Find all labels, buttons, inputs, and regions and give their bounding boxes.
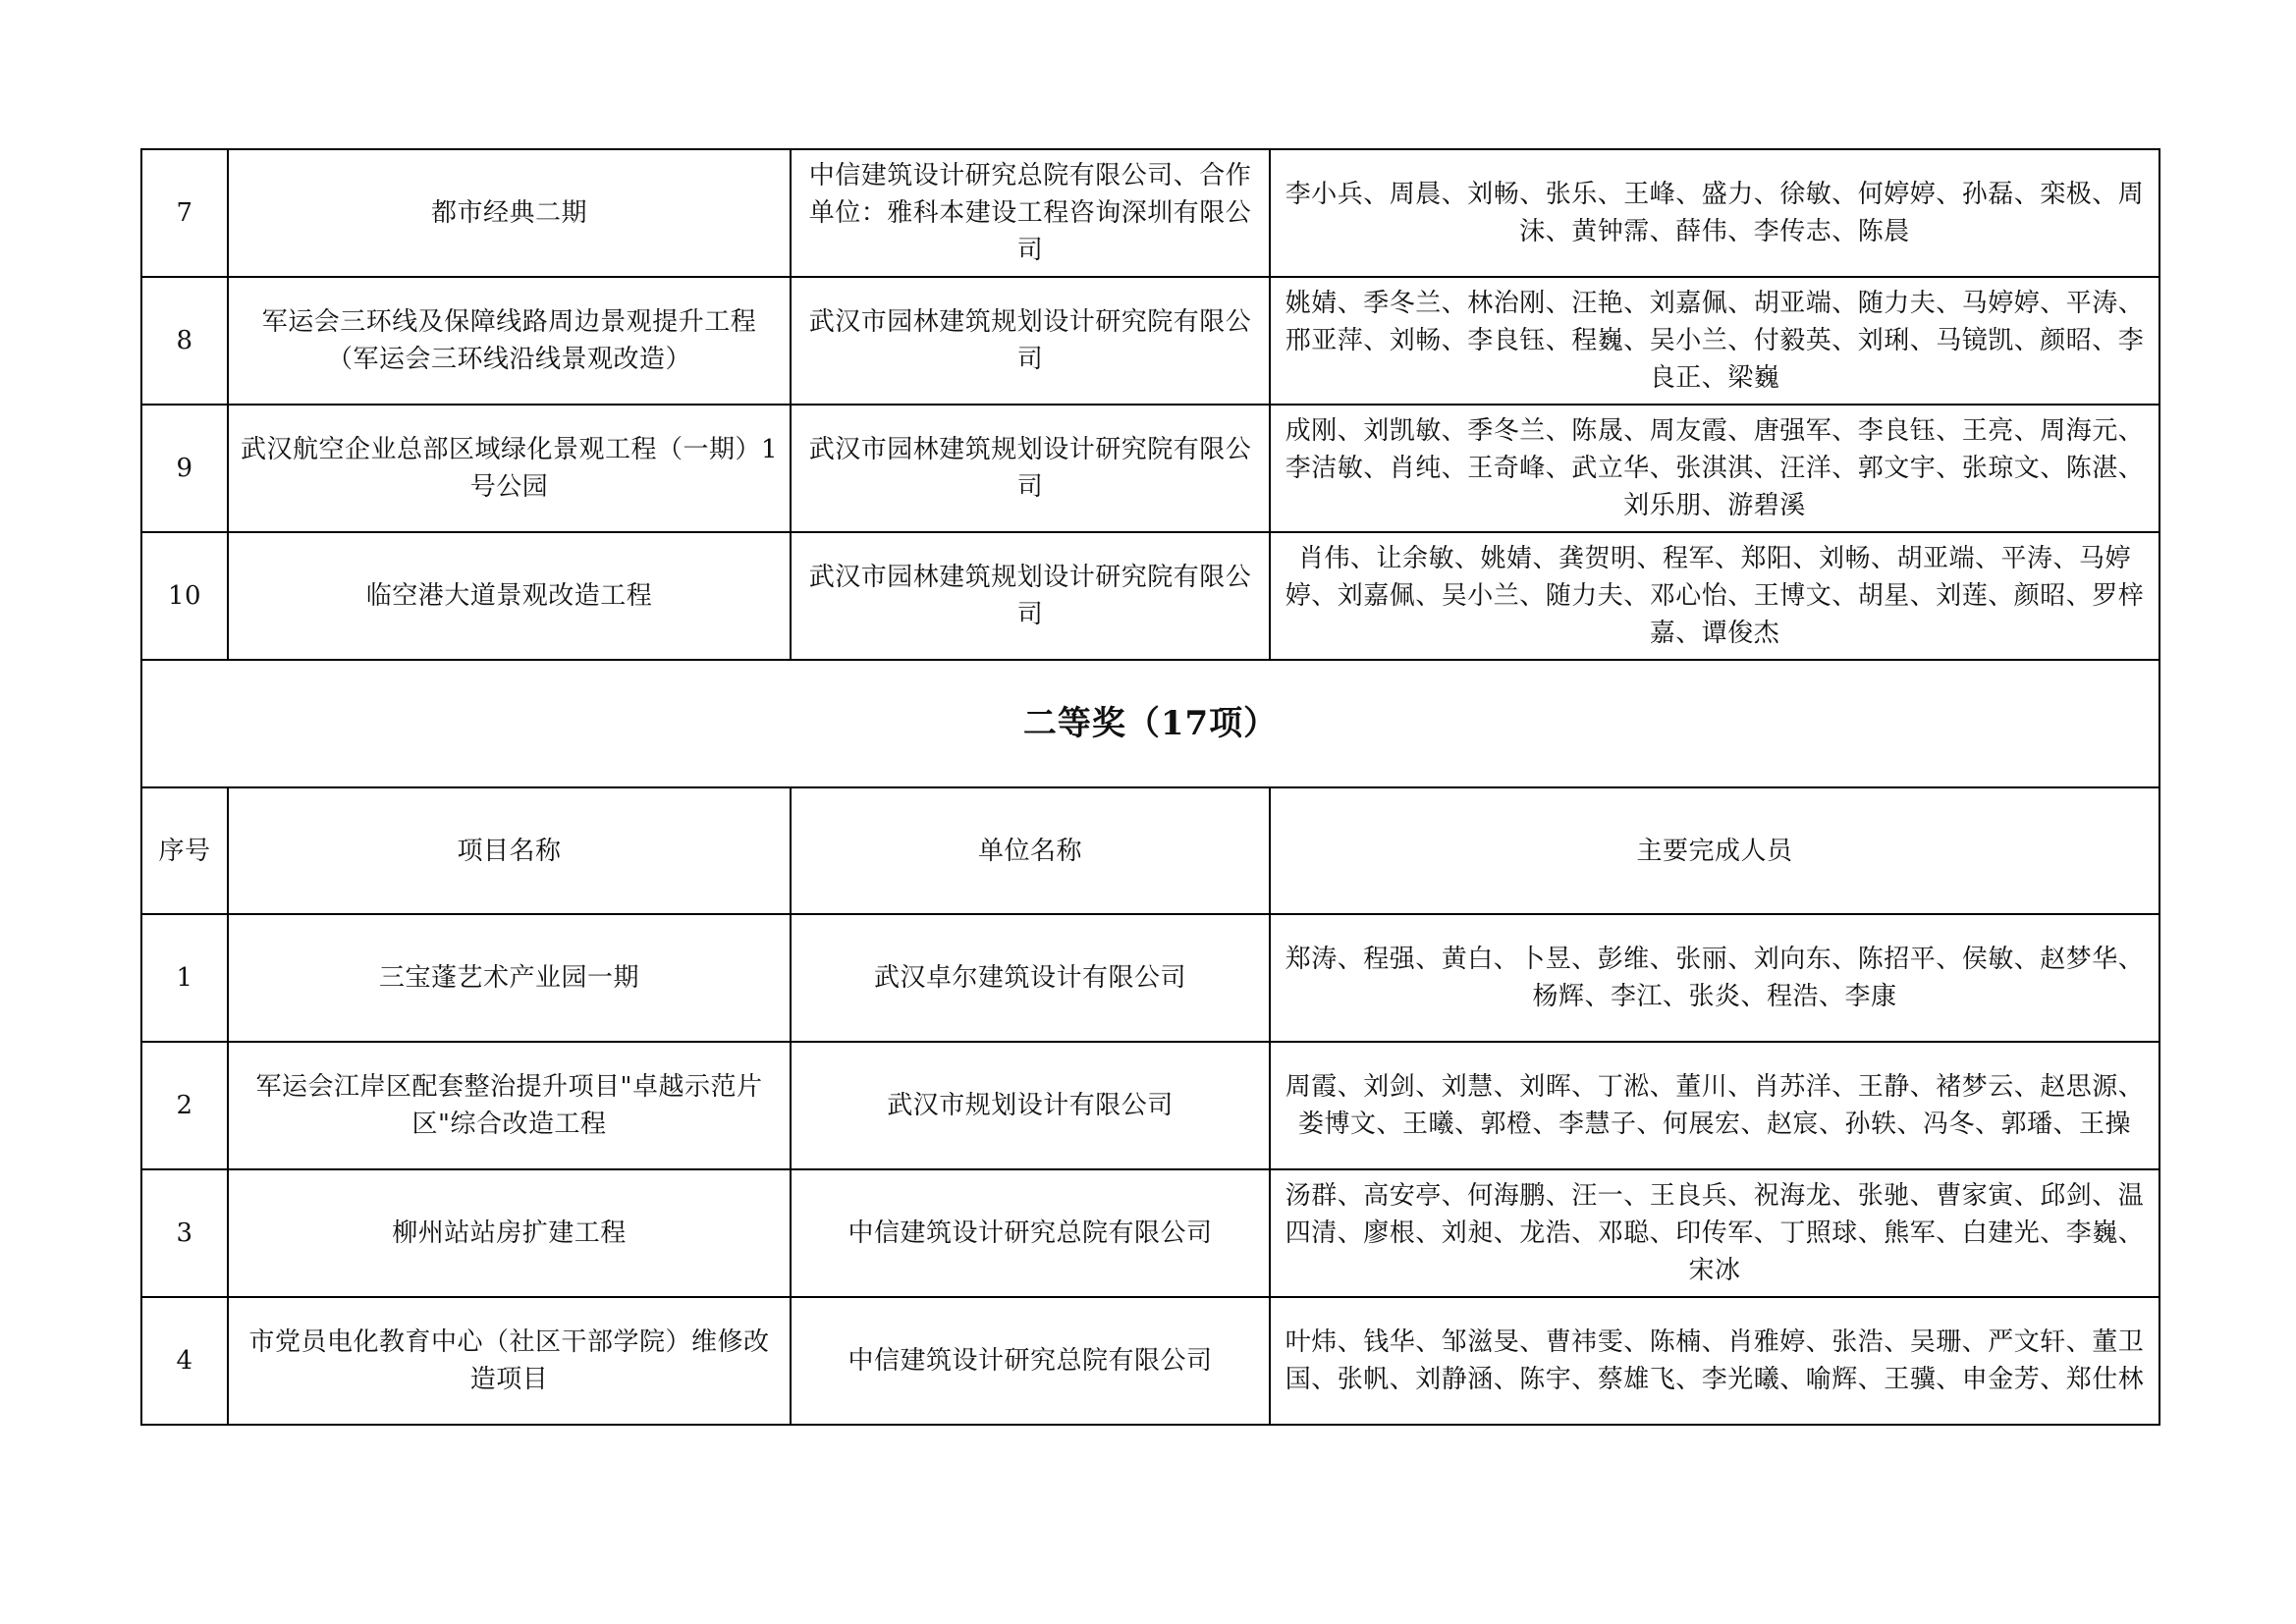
unit-name: 中信建筑设计研究总院有限公司: [791, 1169, 1270, 1297]
people-list: 叶炜、钱华、邹滋旻、曹祎雯、陈楠、肖雅婷、张浩、吴珊、严文轩、董卫国、张帆、刘静涵、陈宇、蔡雄飞、李光曦、喻辉、王骥、申金芳、郑仕林: [1270, 1297, 2159, 1425]
header-people: 主要完成人员: [1270, 787, 2159, 914]
project-name: 三宝蓬艺术产业园一期: [228, 914, 791, 1042]
people-list: 姚婧、季冬兰、林治刚、汪艳、刘嘉佩、胡亚端、随力夫、马婷婷、平涛、邢亚萍、刘畅、李良钰、程巍、吴小兰、付毅英、刘琍、马镜凯、颜昭、李良正、梁巍: [1270, 277, 2159, 405]
header-project: 项目名称: [228, 787, 791, 914]
project-name: 武汉航空企业总部区域绿化景观工程（一期）1号公园: [228, 405, 791, 532]
table-row: [141, 914, 2159, 1042]
project-name: 柳州站站房扩建工程: [228, 1169, 791, 1297]
row-number: 7: [141, 149, 228, 277]
project-name: 市党员电化教育中心（社区干部学院）维修改造项目: [228, 1297, 791, 1425]
row-number: 4: [141, 1297, 228, 1425]
unit-name: 武汉市园林建筑规划设计研究院有限公司: [791, 532, 1270, 660]
unit-name: 武汉卓尔建筑设计有限公司: [791, 914, 1270, 1042]
row-number: 9: [141, 405, 228, 532]
unit-name: 武汉市规划设计有限公司: [791, 1042, 1270, 1169]
table-header-row: [141, 787, 2159, 914]
unit-name: 武汉市园林建筑规划设计研究院有限公司: [791, 277, 1270, 405]
people-list: 李小兵、周晨、刘畅、张乐、王峰、盛力、徐敏、何婷婷、孙磊、栾极、周沫、黄钟霈、薛伟、李传志、陈晨: [1270, 149, 2159, 277]
section-title-row: [141, 660, 2159, 787]
award-table: [140, 148, 2160, 1426]
project-name: 军运会三环线及保障线路周边景观提升工程（军运会三环线沿线景观改造）: [228, 277, 791, 405]
people-list: 成刚、刘凯敏、季冬兰、陈晟、周友霞、唐强军、李良钰、王亮、周海元、李洁敏、肖纯、王奇峰、武立华、张淇淇、汪洋、郭文宇、张琼文、陈湛、刘乐朋、游碧溪: [1270, 405, 2159, 532]
project-name: 临空港大道景观改造工程: [228, 532, 791, 660]
table-row: [141, 1297, 2159, 1425]
header-unit: 单位名称: [791, 787, 1270, 914]
row-number: 1: [141, 914, 228, 1042]
row-number: 2: [141, 1042, 228, 1169]
table-row: [141, 1169, 2159, 1297]
table-row: [141, 277, 2159, 405]
project-name: 都市经典二期: [228, 149, 791, 277]
project-name: 军运会江岸区配套整治提升项目"卓越示范片区"综合改造工程: [228, 1042, 791, 1169]
row-number: 3: [141, 1169, 228, 1297]
people-list: 郑涛、程强、黄白、卜昱、彭维、张丽、刘向东、陈招平、侯敏、赵梦华、杨辉、李江、张炎、程浩、李康: [1270, 914, 2159, 1042]
people-list: 周霞、刘剑、刘慧、刘晖、丁淞、董川、肖苏洋、王静、褚梦云、赵思源、娄博文、王曦、郭橙、李慧子、何展宏、赵宸、孙轶、冯冬、郭璠、王操: [1270, 1042, 2159, 1169]
table-row: [141, 149, 2159, 277]
unit-name: 中信建筑设计研究总院有限公司、合作单位：雅科本建设工程咨询深圳有限公司: [791, 149, 1270, 277]
unit-name: 中信建筑设计研究总院有限公司: [791, 1297, 1270, 1425]
unit-name: 武汉市园林建筑规划设计研究院有限公司: [791, 405, 1270, 532]
row-number: 10: [141, 532, 228, 660]
section-title: 二等奖（17项）: [141, 660, 2159, 787]
row-number: 8: [141, 277, 228, 405]
table-row: [141, 405, 2159, 532]
people-list: 肖伟、让余敏、姚婧、龚贺明、程军、郑阳、刘畅、胡亚端、平涛、马婷婷、刘嘉佩、吴小兰、随力夫、邓心怡、王博文、胡星、刘莲、颜昭、罗梓嘉、谭俊杰: [1270, 532, 2159, 660]
table-row: [141, 1042, 2159, 1169]
table-row: [141, 532, 2159, 660]
people-list: 汤群、高安亭、何海鹏、汪一、王良兵、祝海龙、张驰、曹家寅、邱剑、温四清、廖根、刘昶、龙浩、邓聪、印传军、丁照球、熊军、白建光、李巍、宋冰: [1270, 1169, 2159, 1297]
header-number: 序号: [141, 787, 228, 914]
